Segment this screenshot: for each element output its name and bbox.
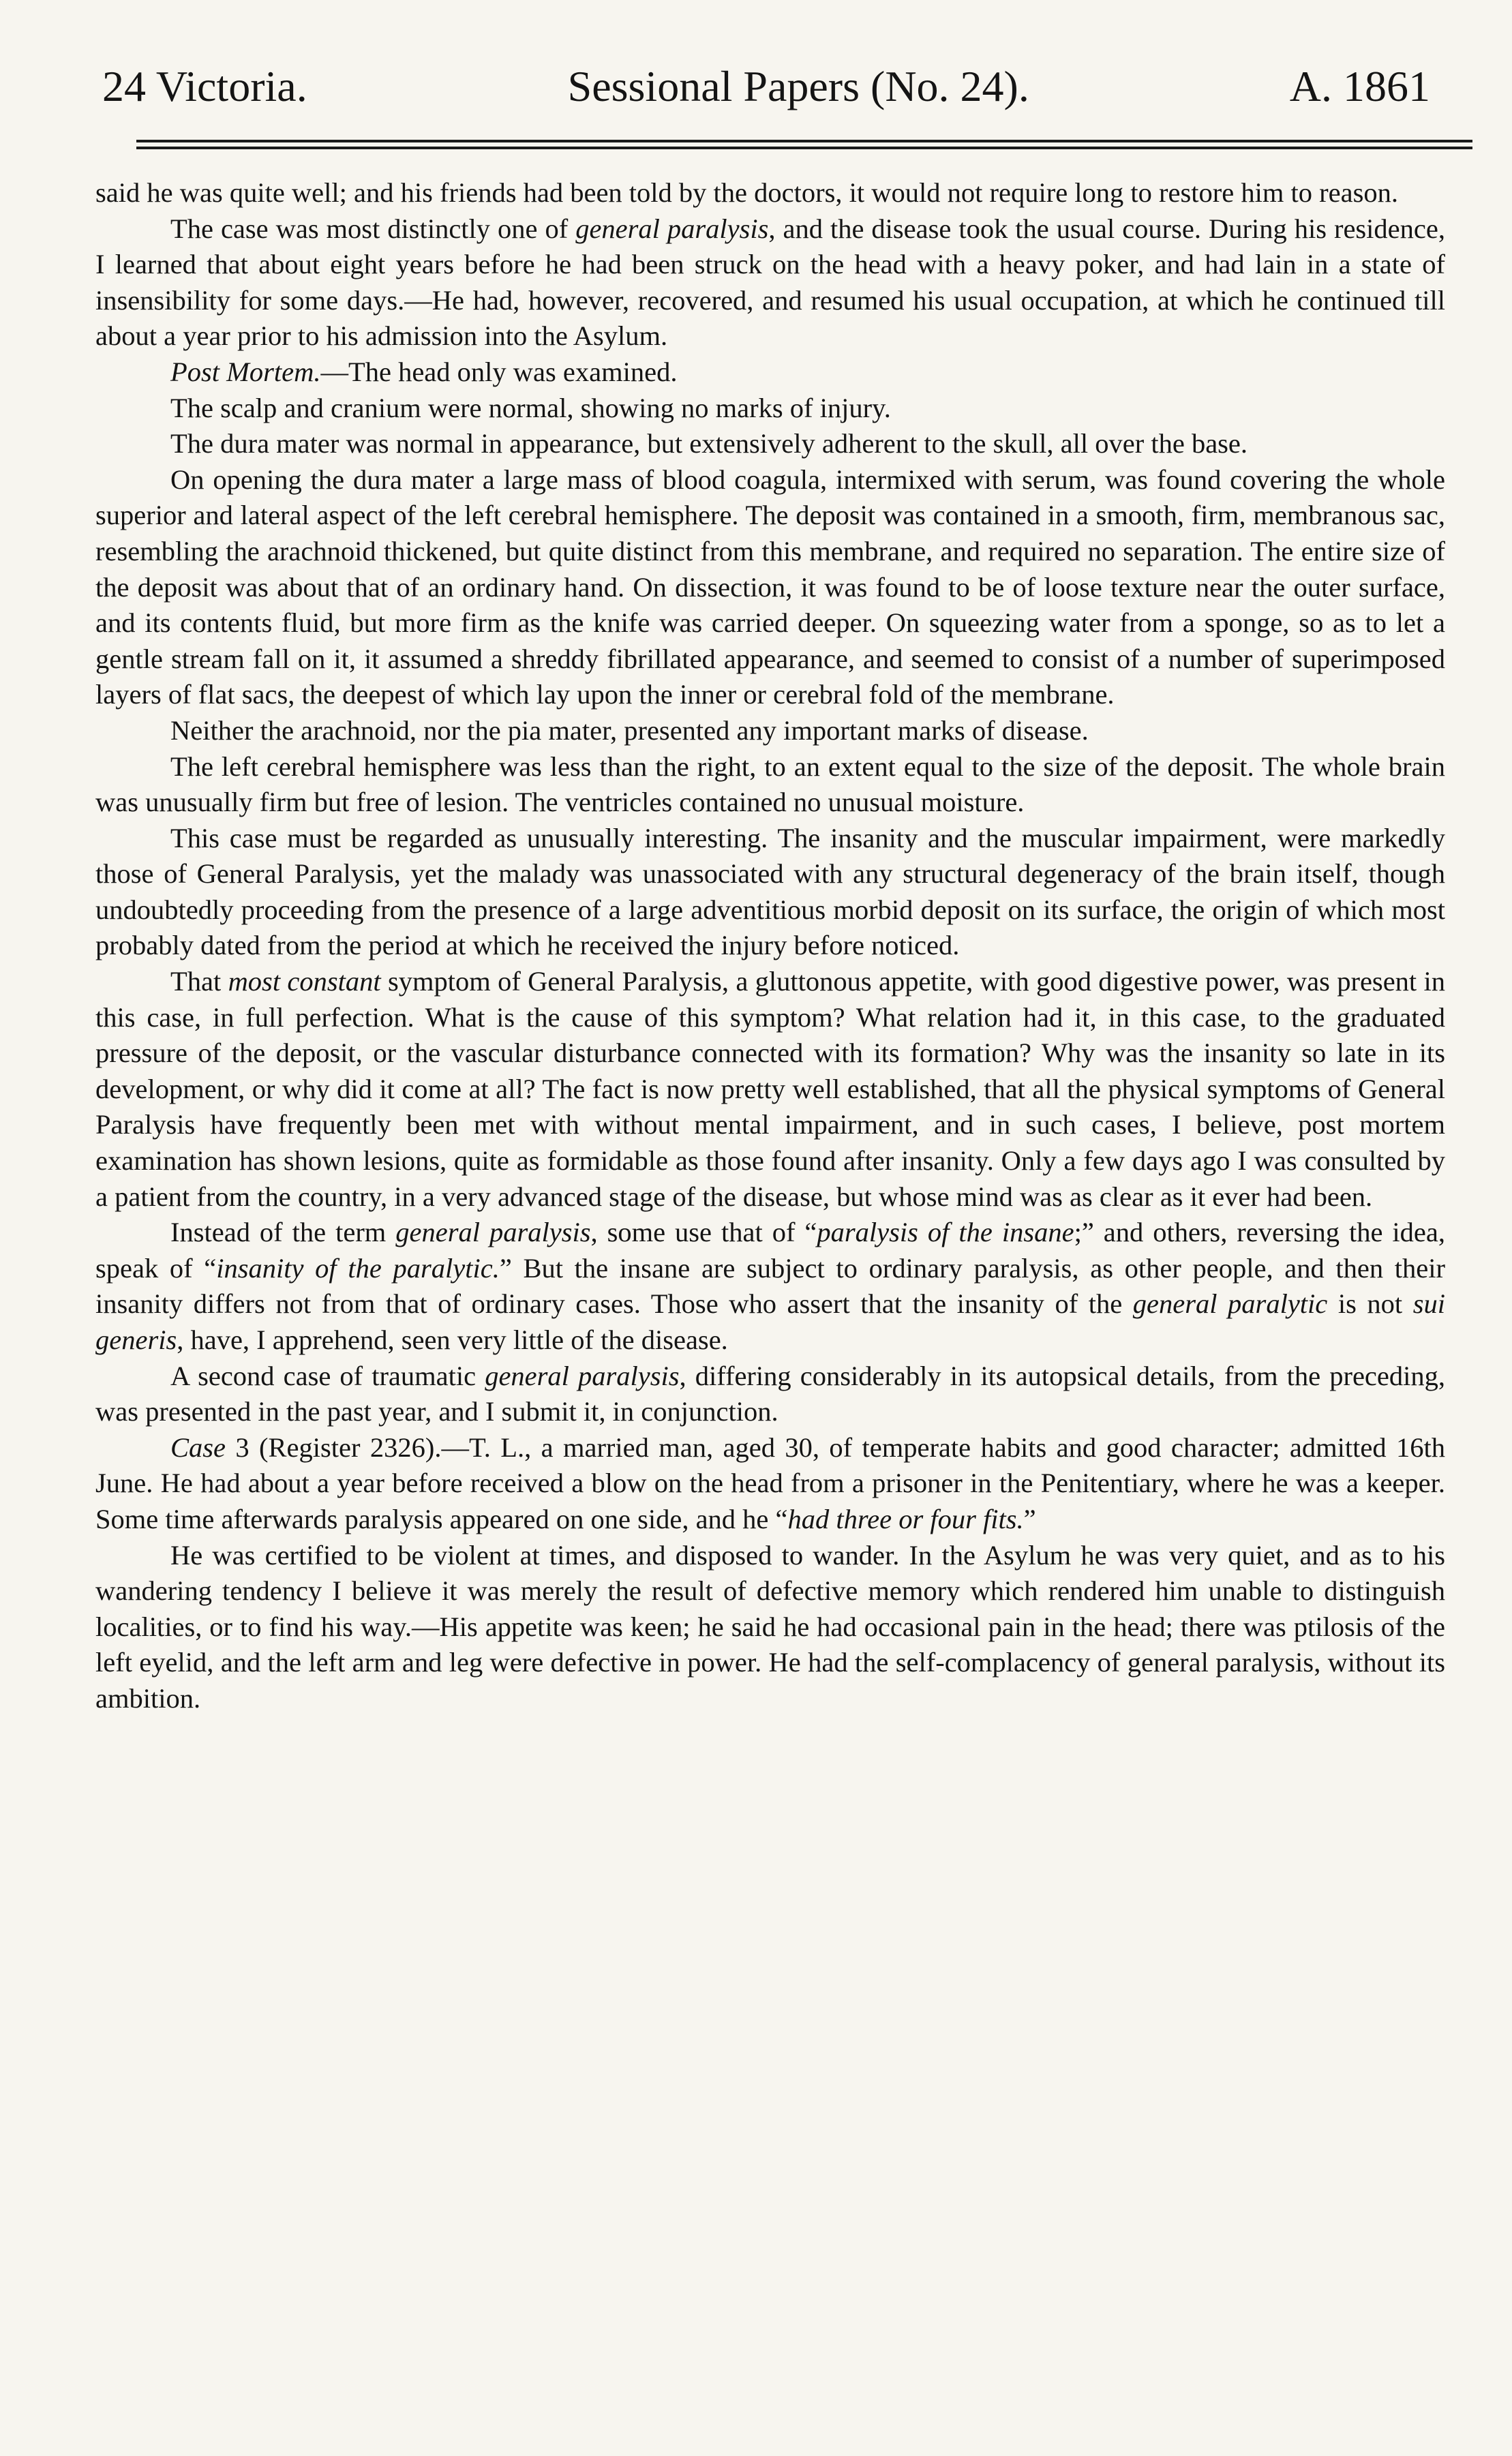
paragraph-p12 bbox=[95, 1359, 1445, 1430]
text-run: , differing considerably in its autopsical details, from the preceding, was presented in the past year, and I submit it, in conjunction. bbox=[95, 1360, 1445, 1427]
text-run: , have, I apprehend, seen very little of the disease. bbox=[177, 1324, 728, 1355]
text-run: On opening the dura mater a large mass of blood coagula, intermixed with serum, was found covering the whole superior and lateral aspect of the left cerebral hemisphere. The deposit was contained in a smooth, firm, membranous sac, resembling the arachnoid thickened, but quite distinct from this membrane, and required no separation. The entire size of the deposit was about that of an ordinary hand. On dissection, it was found to be of loose texture near the outer surface, and its contents fluid, but more firm as the knife was carried deeper. On squeezing water from a sponge, so as to let a gentle stream fall on it, it assumed a shreddy fibrillated appearance, and seemed to consist of a number of superimposed layers of flat sacs, the deepest of which lay upon the inner or cerebral fold of the membrane. bbox=[95, 464, 1445, 710]
paragraph-p9 bbox=[95, 821, 1445, 964]
text-run: A second case of traumatic bbox=[170, 1360, 485, 1391]
text-run: This case must be regarded as unusually interesting. The insanity and the muscular impairment, were markedly those of General Paralysis, yet the malady was unassociated with any structural degeneracy of the brain itself, though undoubtedly proceeding from the presence of a large adventitious morbid deposit on its surface, the origin of which most probably dated from the period at which he received the injury before noticed. bbox=[95, 822, 1445, 961]
italic-text: Post Mortem. bbox=[170, 356, 321, 387]
header-year: A. 1861 bbox=[1289, 62, 1430, 110]
text-run: The dura mater was normal in appearance, but extensively adherent to the skull, all over the base. bbox=[170, 428, 1248, 459]
italic-text: insanity of the paralytic. bbox=[216, 1252, 500, 1284]
text-run: is not bbox=[1327, 1288, 1413, 1320]
paragraph-p7 bbox=[95, 713, 1445, 749]
text-run: That bbox=[170, 966, 228, 997]
text-run: ;” and others, reversing the idea, speak of “ bbox=[95, 1217, 1445, 1284]
text-run: —The head only was examined. bbox=[320, 356, 678, 387]
running-head bbox=[95, 62, 1444, 110]
paragraph-p5 bbox=[95, 426, 1445, 462]
text-run: said he was quite well; and his friends had been told by the doctors, it would not require long to restore him to reason. bbox=[95, 177, 1398, 208]
paragraph-p2 bbox=[95, 211, 1445, 354]
paragraph-p3 bbox=[95, 354, 1445, 391]
text-run: 3 (Register 2326).—T. L., a married man, aged 30, of temperate habits and good character; admitted 16th June. He had about a year before received a blow on the head from a prisoner in the Penitentiary, where he was a keeper. Some time afterwards paralysis appeared on one side, and he “ bbox=[95, 1431, 1445, 1534]
italic-text: Case bbox=[170, 1431, 226, 1463]
italic-text: sui generis bbox=[95, 1288, 1445, 1355]
text-run: ” But the insane are subject to ordinary paralysis, as other people, and then their insanity differs not from that of ordinary cases. Those who assert that the insanity of the bbox=[95, 1252, 1445, 1320]
italic-text: general paralysis bbox=[485, 1360, 680, 1391]
text-run: , some use that of “ bbox=[590, 1217, 817, 1248]
paragraph-p13 bbox=[95, 1430, 1445, 1538]
italic-text: general paralysis bbox=[395, 1217, 591, 1248]
text-run: , and the disease took the usual course. During his residence, I learned that about eight years before he had been struck on the head with a heavy poker, and had lain in a state of insensibility for some days.—He had, however, recovered, and resumed his usual occupation, at which he continued till about a year prior to his admission into the Asylum. bbox=[95, 213, 1445, 352]
italic-text: had three or four fits. bbox=[787, 1503, 1024, 1534]
text-run: The left cerebral hemisphere was less than the right, to an extent equal to the size of the deposit. The whole brain was unusually firm but free of lesion. The ventricles contained no unusual moisture. bbox=[95, 751, 1445, 818]
text-run: ” bbox=[1023, 1503, 1036, 1534]
paragraph-p4 bbox=[95, 391, 1445, 427]
text-run: The case was most distinctly one of bbox=[170, 213, 576, 244]
paragraph-p14 bbox=[95, 1538, 1445, 1717]
text-run: The scalp and cranium were normal, showing no marks of injury. bbox=[170, 392, 891, 423]
header-double-rule bbox=[136, 140, 1472, 149]
paragraph-p1 bbox=[95, 175, 1445, 211]
text-run: symptom of General Paralysis, a gluttonous appetite, with good digestive power, was present in this case, in full perfection. What is the cause of this symptom? What relation had it, in this case, to the graduated pressure of the deposit, or the vascular disturbance connected with its formation? Why was the insanity so late in its development, or why did it come at all? The fact is now pretty well established, that all the physical symptoms of General Paralysis have frequently been met with without mental impairment, and in such cases, I believe, post mortem examination has shown lesions, quite as formidable as those found after insanity. Only a few days ago I was consulted by a patient from the country, in a very advanced stage of the disease, but whose mind was as clear as it ever had been. bbox=[95, 966, 1445, 1212]
italic-text: paralysis of the insane bbox=[817, 1217, 1074, 1248]
header-title: Sessional Papers (No. 24). bbox=[567, 62, 1029, 110]
text-run: Neither the arachnoid, nor the pia mater, presented any important marks of disease. bbox=[170, 714, 1089, 746]
body-text bbox=[95, 175, 1445, 1717]
header-volume: 24 Victoria. bbox=[102, 62, 307, 110]
italic-text: general paralytic bbox=[1132, 1288, 1328, 1320]
text-run: Instead of the term bbox=[170, 1217, 396, 1248]
paragraph-p10 bbox=[95, 964, 1445, 1215]
paragraph-p6 bbox=[95, 462, 1445, 713]
text-run: He was certified to be violent at times, and disposed to wander. In the Asylum he was very quiet, and as to his wandering tendency I believe it was merely the result of defective memory which rendered him unable to distinguish localities, or to find his way.—His appetite was keen; he said he had occasional pain in the head; there was ptilosis of the left eyelid, and the left arm and leg were defective in power. He had the self-complacency of general paralysis, without its ambition. bbox=[95, 1539, 1445, 1714]
italic-text: most constant bbox=[228, 966, 381, 997]
paragraph-p11 bbox=[95, 1215, 1445, 1358]
paragraph-p8 bbox=[95, 749, 1445, 821]
italic-text: general paralysis bbox=[575, 213, 769, 244]
